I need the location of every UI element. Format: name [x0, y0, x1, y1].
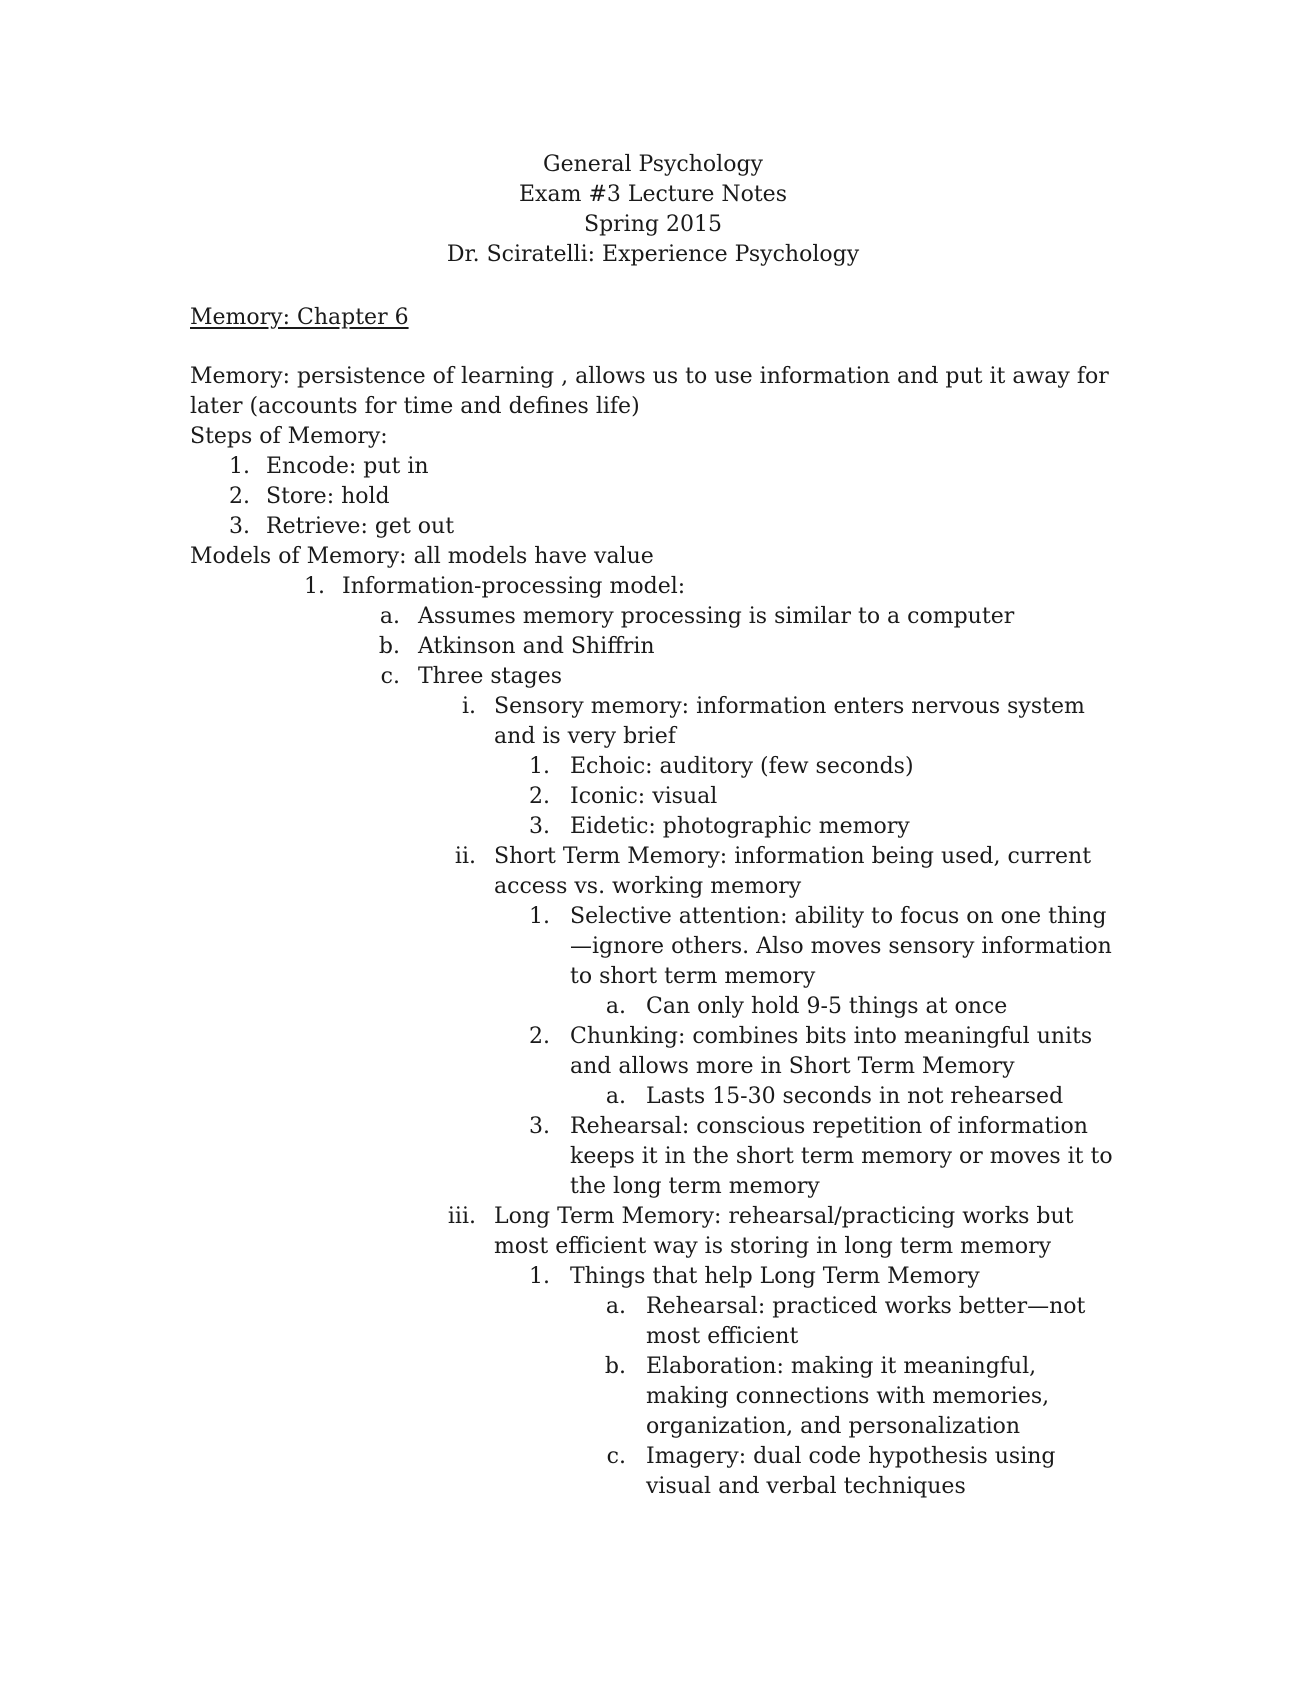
sub-item-letter: b.: [604, 1354, 626, 1379]
sub-item-text: Can only hold 9-5 things at once: [646, 994, 1008, 1019]
step-number: 1.: [229, 454, 250, 479]
exam-title: Exam #3 Lecture Notes: [519, 182, 787, 207]
step-number: 3.: [229, 514, 250, 539]
model-item-text: Atkinson and Shiffrin: [418, 634, 655, 659]
course-title: General Psychology: [543, 152, 763, 177]
stage-text: Short Term Memory: information being used, current: [494, 844, 1092, 869]
stage-item-text: —ignore others. Also moves sensory information: [570, 934, 1112, 959]
section-heading: Memory: Chapter 6: [190, 305, 409, 330]
stage-item-text: and allows more in Short Term Memory: [570, 1054, 1015, 1079]
stage-item-text: Rehearsal: conscious repetition of information: [570, 1114, 1088, 1139]
stage-item-text: Echoic: auditory (few seconds): [570, 754, 914, 779]
stage-text: Sensory memory: information enters nervous system: [494, 694, 1085, 719]
sub-item-text: Imagery: dual code hypothesis using: [646, 1444, 1056, 1469]
sub-item-text: visual and verbal techniques: [646, 1474, 966, 1499]
step-text: Retrieve: get out: [266, 514, 455, 539]
stage-item-number: 1.: [529, 904, 550, 929]
sub-item-letter: a.: [605, 1294, 626, 1319]
model-item-letter: b.: [378, 634, 400, 659]
sub-item-text: Elaboration: making it meaningful,: [646, 1354, 1037, 1379]
stage-text: Long Term Memory: rehearsal/practicing works but: [494, 1204, 1074, 1229]
stage-item-text: the long term memory: [570, 1174, 820, 1199]
model-number: 1.: [304, 574, 325, 599]
stage-item-text: Iconic: visual: [570, 784, 718, 809]
sub-item-letter: a.: [605, 994, 626, 1019]
step-text: Encode: put in: [266, 454, 429, 479]
models-heading: Models of Memory: all models have value: [190, 544, 654, 569]
stage-item-text: Chunking: combines bits into meaningful units: [570, 1024, 1093, 1049]
document-header: [0, 150, 1306, 270]
model-item-letter: c.: [380, 664, 400, 689]
stage-item-number: 3.: [529, 1114, 550, 1139]
model-item-text: Assumes memory processing is similar to a computer: [418, 604, 1015, 629]
stage-numeral: i.: [461, 694, 476, 719]
stage-numeral: iii.: [447, 1204, 476, 1229]
step-number: 2.: [229, 484, 250, 509]
model-text: Information-processing model:: [342, 574, 686, 599]
instructor: Dr. Sciratelli: Experience Psychology: [446, 242, 860, 267]
stage-item-text: keeps it in the short term memory or moves it to: [570, 1144, 1113, 1169]
model-item-text: Three stages: [418, 664, 563, 689]
stage-text: access vs. working memory: [494, 874, 802, 899]
stage-item-number: 2.: [529, 1024, 550, 1049]
stage-item-text: Eidetic: photographic memory: [570, 814, 910, 839]
stage-item-text: Things that help Long Term Memory: [570, 1264, 980, 1289]
intro-line-2: later (accounts for time and defines life): [190, 394, 640, 419]
stage-numeral: ii.: [454, 844, 476, 869]
stage-item-text: Selective attention: ability to focus on one thing: [570, 904, 1107, 929]
model-item-letter: a.: [379, 604, 400, 629]
steps-heading: Steps of Memory:: [190, 424, 388, 449]
sub-item-text: making connections with memories,: [646, 1384, 1050, 1409]
stage-item-number: 3.: [529, 814, 550, 839]
intro-line-1: Memory: persistence of learning , allows us to use information and put it away for: [190, 364, 1109, 389]
stage-item-number: 2.: [529, 784, 550, 809]
sub-item-letter: c.: [606, 1444, 626, 1469]
stage-item-number: 1.: [529, 1264, 550, 1289]
stage-text: most efficient way is storing in long term memory: [494, 1234, 1052, 1259]
stage-item-text: to short term memory: [570, 964, 816, 989]
semester: Spring 2015: [584, 212, 722, 237]
sub-item-letter: a.: [605, 1084, 626, 1109]
stage-text: and is very brief: [494, 724, 676, 749]
sub-item-text: Rehearsal: practiced works better—not: [646, 1294, 1086, 1319]
stage-item-number: 1.: [529, 754, 550, 779]
sub-item-text: most efficient: [646, 1324, 799, 1349]
sub-item-text: Lasts 15-30 seconds in not rehearsed: [646, 1084, 1064, 1109]
sub-item-text: organization, and personalization: [646, 1414, 1021, 1439]
step-text: Store: hold: [266, 484, 390, 509]
